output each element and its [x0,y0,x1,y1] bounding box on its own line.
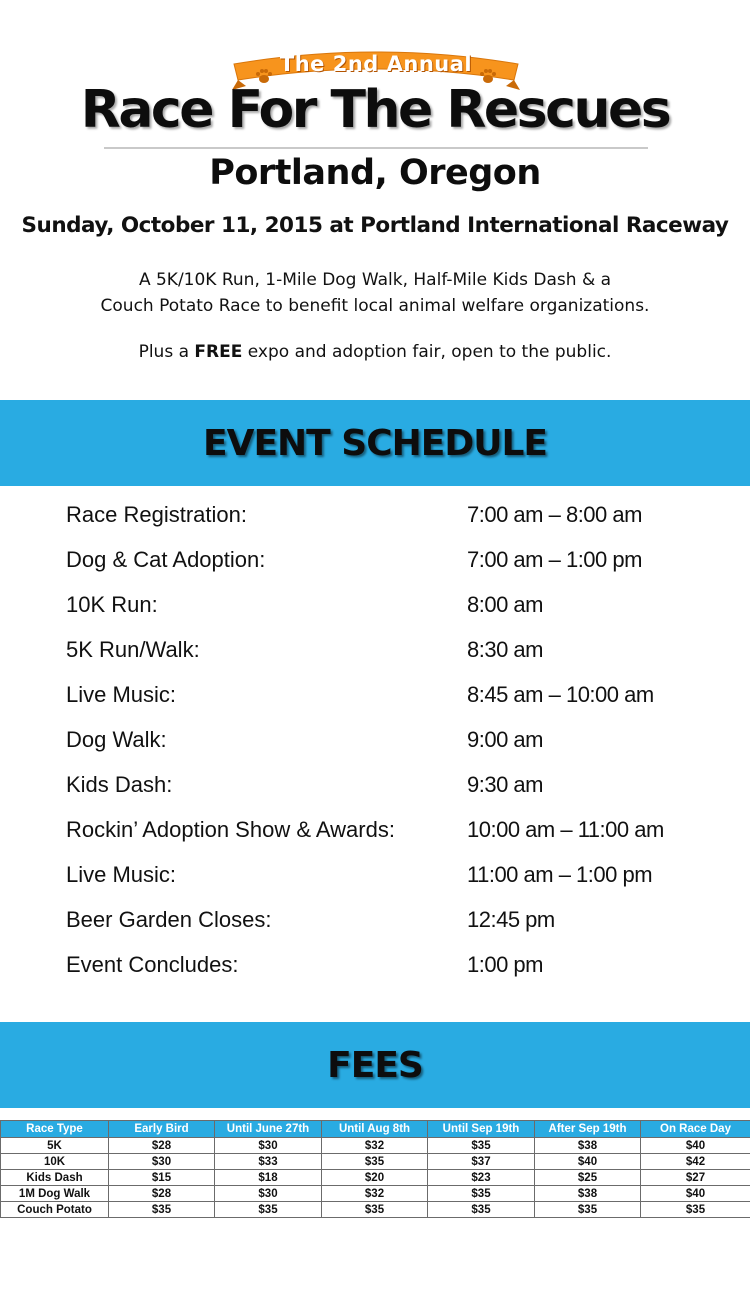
fees-row [1,1202,750,1218]
schedule-time: 8:30 am [467,637,543,662]
fees-price-cell: $30 [215,1186,322,1202]
event-title: Race For The Rescues [80,80,670,140]
fees-price-cell: $40 [641,1138,750,1154]
schedule-time: 10:00 am – 11:00 am [467,817,664,842]
fees-price-cell: $28 [109,1186,215,1202]
expo-line [0,342,750,362]
expo-prefix: Plus a [138,342,195,362]
fees-price-cell: $35 [215,1202,322,1218]
schedule-label: 10K Run: [66,592,158,617]
fees-race-type-cell: Kids Dash [1,1170,109,1186]
fees-price-cell: $15 [109,1170,215,1186]
schedule-row [0,539,750,584]
schedule-time: 9:30 am [467,772,543,797]
schedule-row [0,854,750,899]
fees-race-type-cell: 10K [1,1154,109,1170]
fees-price-cell: $33 [215,1154,322,1170]
fees-price-cell: $32 [322,1186,428,1202]
title-divider [104,147,648,149]
schedule-row [0,629,750,674]
schedule-time: 7:00 am – 8:00 am [467,502,642,527]
schedule-time: 11:00 am – 1:00 pm [467,862,653,887]
fees-column-header: Race Type [1,1121,109,1138]
schedule-label: Race Registration: [66,502,247,527]
fees-price-cell: $35 [535,1202,641,1218]
fees-header-row [1,1121,750,1138]
schedule-time: 12:45 pm [467,907,555,932]
schedule-label: Dog Walk: [66,727,167,752]
fees-price-cell: $35 [428,1186,535,1202]
fees-row [1,1186,750,1202]
schedule-row [0,764,750,809]
fees-price-cell: $25 [535,1170,641,1186]
fees-row [1,1138,750,1154]
fees-row [1,1170,750,1186]
description-line-1: A 5K/10K Run, 1-Mile Dog Walk, Half-Mile Kids Dash & a [138,270,612,290]
fees-price-cell: $35 [428,1202,535,1218]
schedule-label: Live Music: [66,682,177,707]
schedule-row [0,899,750,944]
schedule-row [0,809,750,854]
schedule-row [0,674,750,719]
schedule-label: Event Concludes: [66,952,239,977]
fees-price-cell: $37 [428,1154,535,1170]
fees-race-type-cell: 1M Dog Walk [1,1186,109,1202]
fees-price-cell: $30 [215,1138,322,1154]
fees-price-cell: $35 [322,1202,428,1218]
expo-free: FREE [194,342,243,362]
fees-price-cell: $27 [641,1170,750,1186]
expo-suffix: expo and adoption fair, open to the public. [242,342,612,362]
schedule-row [0,584,750,629]
fees-price-cell: $18 [215,1170,322,1186]
fees-body [1,1138,750,1218]
fees-price-cell: $20 [322,1170,428,1186]
fees-price-cell: $40 [535,1154,641,1170]
schedule-time: 8:45 am – 10:00 am [467,682,654,707]
schedule-time: 9:00 am [467,727,543,752]
fees-banner [0,1022,750,1108]
fees-race-type-cell: Couch Potato [1,1202,109,1218]
description-line-2: Couch Potato Race to benefit local animal welfare organizations. [100,296,650,316]
fees-price-cell: $35 [641,1202,750,1218]
fees-column-header: Until Sep 19th [428,1121,535,1138]
ribbon-text: The 2nd Annual [279,52,473,76]
schedule-label: Beer Garden Closes: [66,907,272,932]
fees-price-cell: $32 [322,1138,428,1154]
fees-price-cell: $42 [641,1154,750,1170]
schedule-heading: EVENT SCHEDULE [203,422,547,464]
event-header [0,0,750,400]
fees-column-header: Until June 27th [215,1121,322,1138]
fees-price-cell: $40 [641,1186,750,1202]
fees-table [0,1120,750,1218]
fees-price-cell: $35 [322,1154,428,1170]
event-city: Portland, Oregon [209,153,541,193]
schedule-label: Kids Dash: [66,772,173,797]
schedule-row [0,719,750,764]
fees-price-cell: $23 [428,1170,535,1186]
fees-heading: FEES [327,1044,423,1086]
event-schedule-list [0,494,750,989]
event-date-line: Sunday, October 11, 2015 at Portland International Raceway [21,213,729,238]
fees-column-header: After Sep 19th [535,1121,641,1138]
schedule-label: Rockin’ Adoption Show & Awards: [66,817,395,842]
fees-row [1,1154,750,1170]
fees-price-cell: $30 [109,1154,215,1170]
fees-price-cell: $35 [109,1202,215,1218]
schedule-label: Live Music: [66,862,177,887]
schedule-label: 5K Run/Walk: [66,637,200,662]
schedule-row [0,494,750,539]
fees-column-header: Early Bird [109,1121,215,1138]
schedule-banner [0,400,750,486]
schedule-row [0,944,750,989]
schedule-time: 7:00 am – 1:00 pm [467,547,642,572]
fees-column-header: Until Aug 8th [322,1121,428,1138]
schedule-label: Dog & Cat Adoption: [66,547,266,572]
fees-column-header: On Race Day [641,1121,750,1138]
fees-race-type-cell: 5K [1,1138,109,1154]
schedule-time: 1:00 pm [467,952,543,977]
schedule-time: 8:00 am [467,592,543,617]
fees-price-cell: $38 [535,1138,641,1154]
fees-price-cell: $38 [535,1186,641,1202]
fees-price-cell: $35 [428,1138,535,1154]
fees-price-cell: $28 [109,1138,215,1154]
